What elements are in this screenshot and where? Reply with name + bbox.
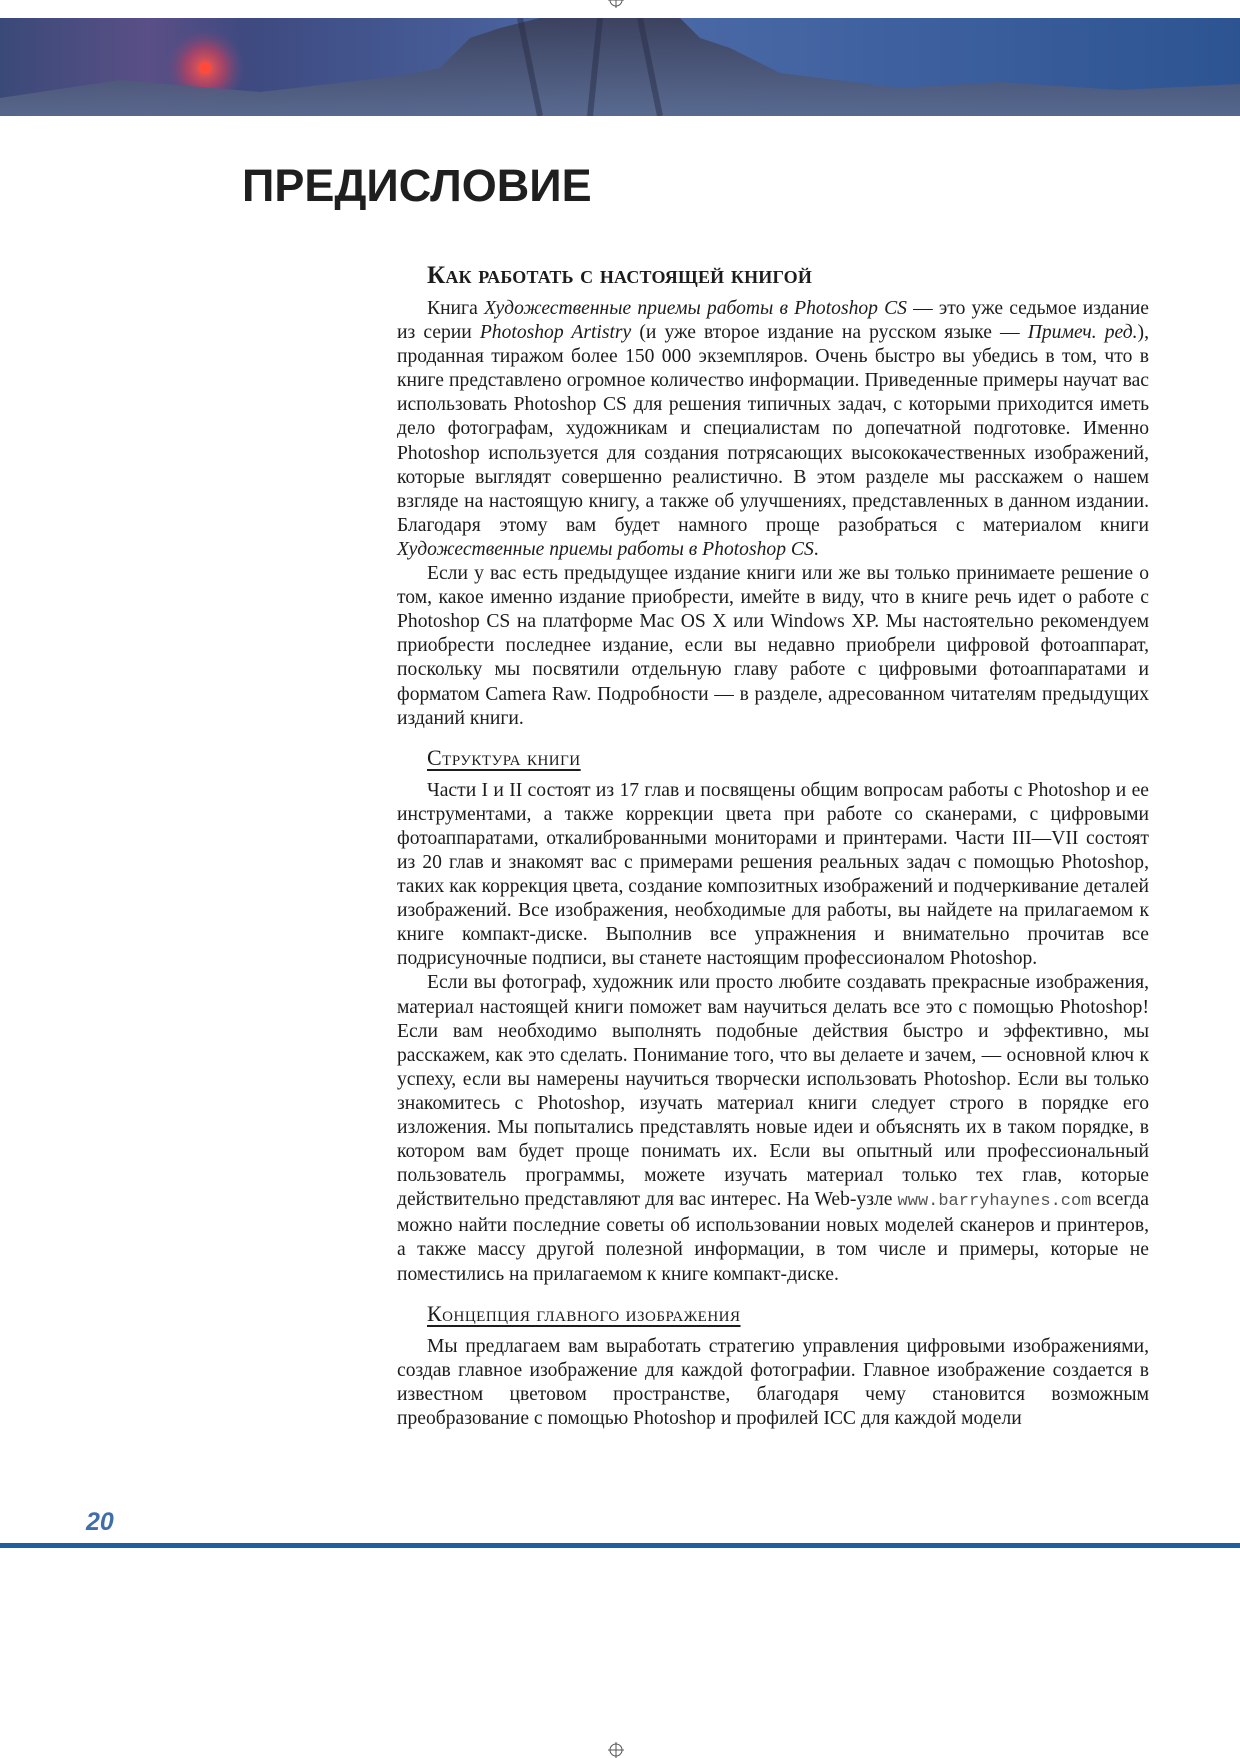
section-heading: Структура книги (427, 744, 581, 770)
page-number: 20 (86, 1508, 114, 1536)
paragraph: Части I и II состоят из 17 глав и посвящены общим вопросам работы с Photoshop и ее инструментами, а также коррекции цвета при работе со сканерами, с цифровыми фотоаппаратами, откалиброванными мониторами и принтерами. Части III—VII состоят из 20 глав и знакомят вас с примерами решения реальных задач с помощью Photoshop, таких как коррекция цвета, создание композитных изображений и подчеркивание деталей изображений. Все изображения, необходимые для работы, вы найдете на прилагаемом к книге компакт-диске. Выполнив все упражнения и внимательно прочитав все подрисуночные подписи, вы станете настоящим профессионалом Photoshop. (397, 779, 1149, 970)
italic-text: Примеч. ред. (1027, 322, 1138, 344)
registration-mark-icon (608, 0, 624, 8)
chapter-title: ПРЕДИСЛОВИЕ (242, 160, 592, 211)
section-heading: Как работать с настоящей книгой (427, 262, 813, 289)
paragraph: Если у вас есть предыдущее издание книги или же вы только принимаете решение о том, какое именно издание приобрести, имейте в виду, что в книге речь идет о работе с Photoshop CS на платформе Mac OS X или Windows XP. Мы настоятельно рекомендуем приобрести последнее издание, если вы недавно приобрели цифровой фотоаппарат, поскольку мы посвятили отдельную главу работе с цифровыми фотоаппаратами и форматом Camera Raw. Подробности — в разделе, адресованном читателям предыдущих изданий книги. (397, 563, 1149, 729)
web-address-link[interactable]: www.barryhaynes.com (897, 1192, 1092, 1212)
paragraph: Если вы фотограф, художник или просто любите создавать прекрасные изображения, материал настоящей книги поможет вам научиться делать все это с помощью Photoshop! Если вам необходимо выполнять подобные действия быстро и эффективно, мы расскажем, как это сделать. Понимание того, что вы делаете и зачем, — основной ключ к успеху, если вы намерены научиться творчески использовать Photoshop. Если вы только знакомитесь с Photoshop, изучать материал книги следует строго в порядке его изложения. Мы попытались представлять новые идеи и объяснять их в таком порядке, в котором вам будет проще понимать их. Если вы опытный или профессиональный пользователь программы, можете изучать материал только тех глав, которые действительно представляют для вас интерес. На Web-узле www.barryhaynes.com всегда можно найти последние советы об использовании новых моделей сканеров и принтеров, а также массу другой полезной информации, в том числе и примеры, которые не поместились на прилагаемом к книге компакт-диске. (397, 972, 1149, 1285)
header-banner-image (0, 18, 1240, 116)
main-text-column (397, 259, 1149, 1431)
italic-text: Художественные приемы работы в Photoshop CS (483, 298, 907, 319)
italic-text: Художественные приемы работы в Photoshop CS (397, 538, 814, 560)
paragraph: Мы предлагаем вам выработать стратегию управления цифровыми изображениями, создав главное изображение для каждой фотографии. Главное изображение создается в известном цветовом пространстве, благодаря чему становится возможным преобразование с помощью Photoshop и профилей ICC для каждой модели (397, 1335, 1149, 1429)
paragraph: Книга Художественные приемы работы в Photoshop CS — это уже седьмое издание из серии Photoshop Artistry (и уже второе издание на русском языке — Примеч. ред.), проданная тиражом более 150 000 экземпляров. Очень быстро вы убедись в том, что в книге представлено огромное количество информации. Приведенные примеры научат вас использовать Photoshop CS для решения типичных задач, с которыми приходится иметь дело фотографам, художникам и специалистам по допечатной подготовке. Именно Photoshop используется для создания потрясающих высококачественных изображений, которые выглядят совершенно реалистично. В этом разделе мы расскажем о нашем взгляде на настоящую книгу, а также об улучшениях, представленных в данном издании. Благодаря этому вам будет намного проще разобраться с материалом книги Художественные приемы работы в Photoshop CS. (397, 298, 1149, 560)
italic-text: Photoshop Artistry (479, 322, 632, 344)
registration-mark-icon (608, 1742, 624, 1758)
footer-rule (0, 1543, 1240, 1548)
section-heading: Концепция главного изображения (427, 1300, 741, 1326)
